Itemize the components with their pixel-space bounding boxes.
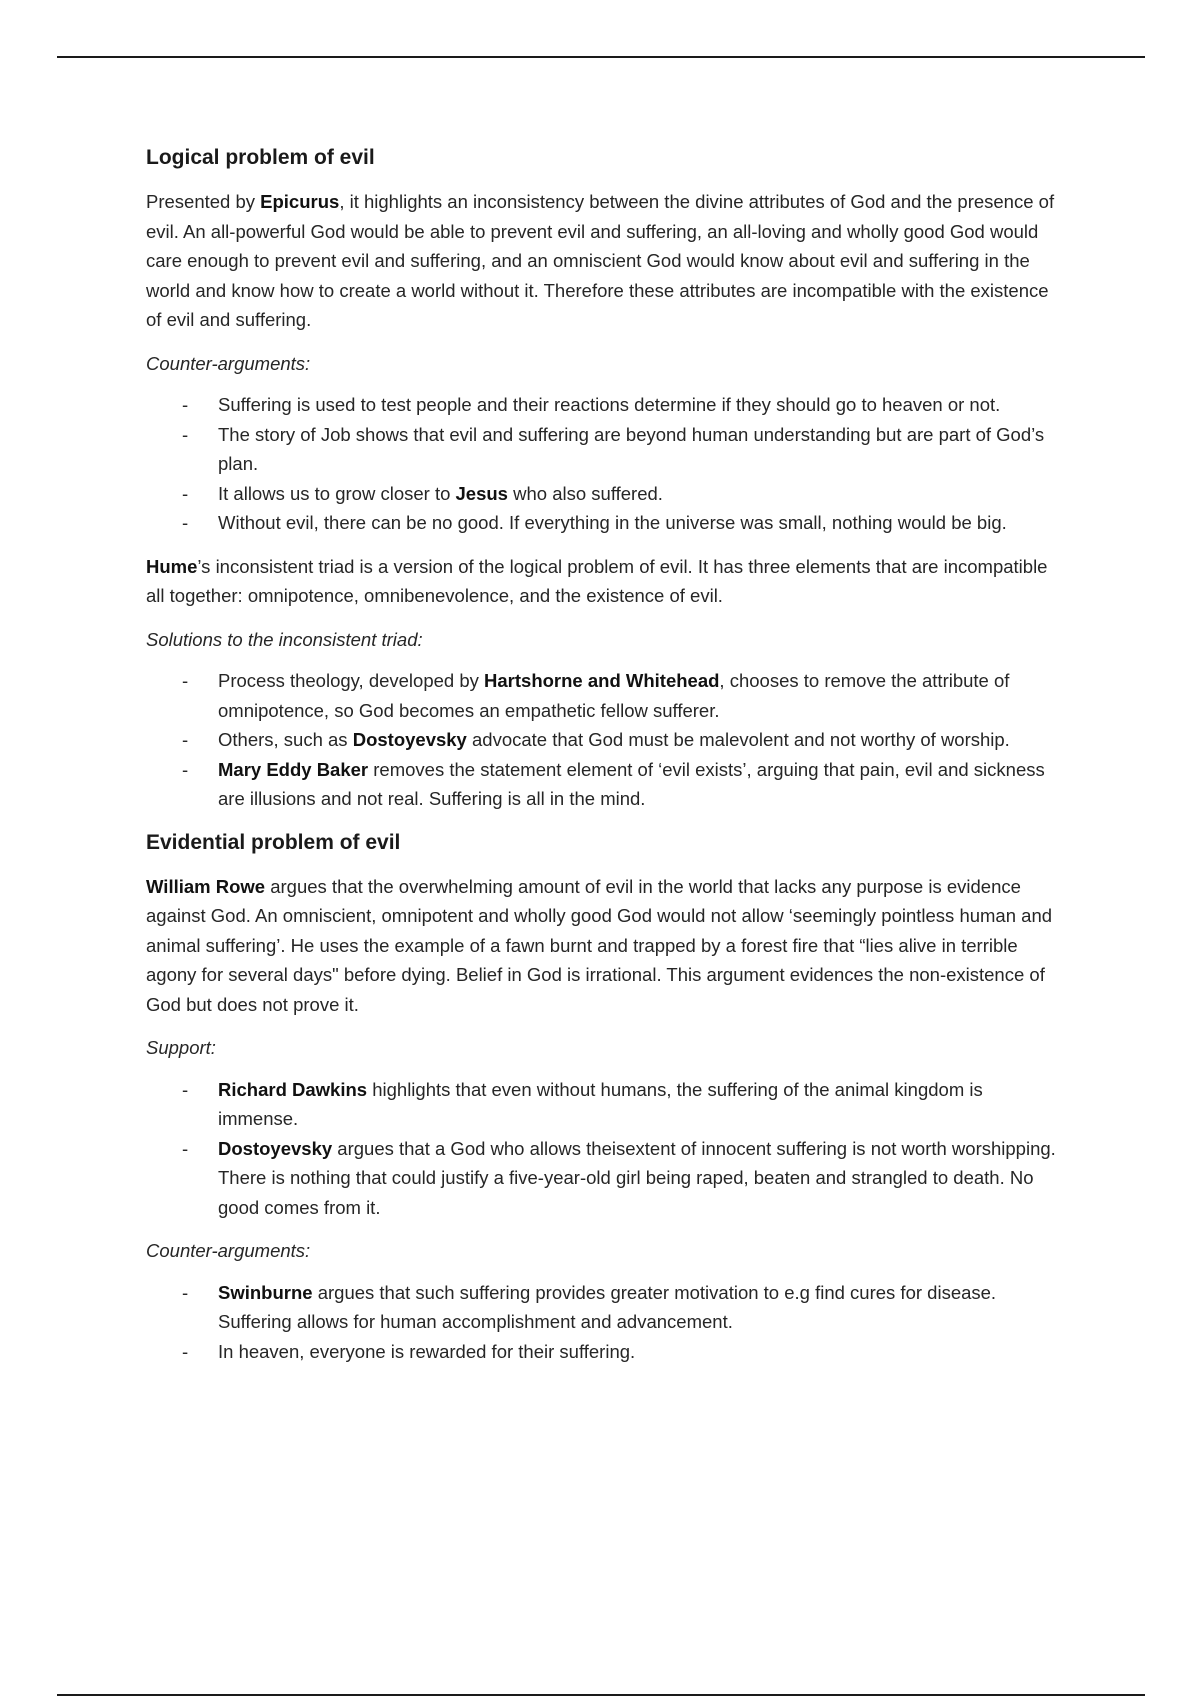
list-item — [146, 1278, 1061, 1337]
bold-name: Epicurus — [260, 191, 340, 212]
list-item-text: The story of Job shows that evil and suffering are beyond human understanding but are part of God’s plan. — [218, 423, 1045, 474]
dash-bullet-icon: - — [182, 394, 189, 415]
list-item-text: Swinburne argues that such suffering provides greater motivation to e.g find cures for disease. Suffering allows for human accomplishment and advancement. — [218, 1281, 997, 1332]
list-item — [146, 1075, 1061, 1134]
list-item-text: In heaven, everyone is rewarded for their suffering. — [218, 1340, 636, 1362]
bold-name: Mary Eddy Baker — [218, 758, 369, 780]
list-item-text: Mary Eddy Baker removes the statement element of ‘evil exists’, arguing that pain, evil and sickness are illusions and not real. Suffering is all in the mind. — [218, 758, 1045, 809]
dash-bullet-icon: - — [182, 729, 189, 750]
paragraph-hume: Hume’s inconsistent triad is a version of the logical problem of evil. It has three elements that are incompatible all together: omnipotence, omnibenevolence, and the existence of evil. — [146, 555, 1048, 606]
bold-name: Richard Dawkins — [218, 1078, 368, 1100]
list-item — [146, 1134, 1061, 1223]
label-counter-arguments-evidential: Counter-arguments: — [146, 1240, 311, 1261]
dash-bullet-icon: - — [182, 1340, 189, 1362]
list-item-text: Richard Dawkins highlights that even without humans, the suffering of the animal kingdom is immense. — [218, 1078, 983, 1129]
dash-bullet-icon: - — [182, 670, 189, 691]
list-counter-arguments-logical — [146, 390, 1061, 538]
section-heading-logical: Logical problem of evil — [146, 146, 375, 169]
list-item-text: Others, such as Dostoyevsky advocate that God must be malevolent and not worthy of worship. — [218, 729, 1010, 750]
bottom-rule — [57, 1694, 1145, 1696]
bold-name: Swinburne — [218, 1281, 313, 1303]
dash-bullet-icon: - — [182, 758, 189, 780]
list-solutions — [146, 666, 1061, 814]
list-item — [146, 1337, 1061, 1367]
list-item — [146, 420, 1061, 479]
list-support — [146, 1075, 1061, 1223]
dash-bullet-icon: - — [182, 482, 189, 504]
label-solutions: Solutions to the inconsistent triad: — [146, 628, 423, 650]
list-item — [146, 508, 1061, 538]
top-rule — [57, 56, 1145, 58]
list-item-text: Without evil, there can be no good. If everything in the universe was small, nothing would be big. — [218, 512, 1007, 533]
paragraph-epicurus: Presented by Epicurus, it highlights an inconsistency between the divine attributes of God and the presence of evil. An all-powerful God would be able to prevent evil and suffering, an all-loving and wholly good God would care enough to prevent evil and suffering, and an omniscient God would know about evil and suffering in the world and know how to create a world without it. Therefore these attributes are incompatible with the existence of evil and suffering. — [146, 191, 1055, 330]
list-item — [146, 725, 1061, 755]
dash-bullet-icon: - — [182, 512, 189, 533]
dash-bullet-icon: - — [182, 1137, 189, 1159]
dash-bullet-icon: - — [182, 1078, 189, 1100]
dash-bullet-icon: - — [182, 1281, 189, 1303]
list-item — [146, 390, 1061, 420]
list-item — [146, 755, 1061, 814]
bold-name: Dostoyevsky — [352, 729, 467, 750]
bold-name: Hume — [146, 555, 198, 577]
section-heading-evidential: Evidential problem of evil — [146, 830, 401, 854]
list-item-text: Suffering is used to test people and their reactions determine if they should go to heaven or not. — [218, 394, 1001, 415]
dash-bullet-icon: - — [182, 423, 189, 445]
label-support: Support: — [146, 1037, 216, 1058]
document-body — [146, 143, 1061, 1380]
list-counter-arguments-evidential — [146, 1278, 1061, 1367]
bold-name: Jesus — [455, 482, 508, 504]
list-item — [146, 479, 1061, 509]
paragraph-rowe: William Rowe argues that the overwhelming amount of evil in the world that lacks any purpose is evidence against God. An omniscient, omnipotent and wholly good God would not allow ‘seemingly pointless human and animal suffering’. He uses the example of a fawn burnt and trapped by a forest fire that “lies alive in terrible agony for several days" before dying. Belief in God is irrational. This argument evidences the non-existence of God but does not prove it. — [146, 875, 1053, 1015]
list-item — [146, 666, 1061, 725]
label-counter-arguments: Counter-arguments: — [146, 352, 311, 374]
list-item-text: Dostoyevsky argues that a God who allows theisextent of innocent suffering is not worth worshipping. There is nothing that could justify a five-year-old girl being raped, beaten and strangled to death. No good comes from it. — [218, 1137, 1056, 1218]
list-item-text: It allows us to grow closer to Jesus who also suffered. — [218, 482, 663, 504]
bold-name: Dostoyevsky — [218, 1137, 333, 1159]
bold-name: William Rowe — [146, 875, 266, 897]
list-item-text: Process theology, developed by Hartshorne and Whitehead, chooses to remove the attribute of omnipotence, so God becomes an empathetic fellow sufferer. — [218, 670, 1010, 721]
bold-name: Hartshorne and Whitehead — [484, 670, 720, 691]
